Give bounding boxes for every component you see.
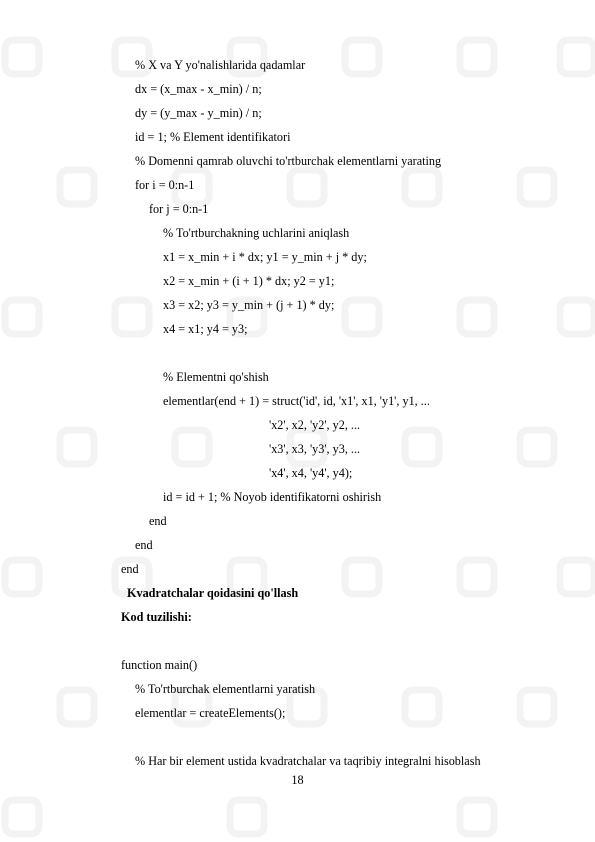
code-line: elementlar = createElements(); <box>135 706 286 720</box>
code-line: 'x2', x2, 'y2', y2, ... <box>269 418 361 432</box>
code-line: x3 = x2; y3 = y_min + (j + 1) * dy; <box>163 298 335 312</box>
page-number: 18 <box>291 773 304 787</box>
code-line: x1 = x_min + i * dx; y1 = y_min + j * dy; <box>163 250 367 264</box>
code-line: 'x4', x4, 'y4', y4); <box>269 466 353 480</box>
code-line: end <box>149 514 167 528</box>
code-comment: % Har bir element ustida kvadratchalar va taqribiy integralni hisoblash <box>135 754 481 768</box>
code-line: elementlar(end + 1) = struct('id', id, 'x1', x1, 'y1', y1, ... <box>163 394 430 408</box>
code-line: for j = 0:n-1 <box>149 202 209 216</box>
code-line: id = 1; % Element identifikatori <box>135 130 291 144</box>
code-line: for i = 0:n-1 <box>135 178 195 192</box>
code-comment: % To'rtburchak elementlarni yaratish <box>135 682 316 696</box>
code-comment: % Domenni qamrab oluvchi to'rtburchak elementlarni yarating <box>135 154 442 168</box>
code-line: x2 = x_min + (i + 1) * dx; y2 = y1; <box>163 274 335 288</box>
code-comment: % To'rtburchakning uchlarini aniqlash <box>163 226 350 240</box>
code-line: dy = (y_max - y_min) / n; <box>135 106 262 120</box>
section-heading: Kvadratchalar qoidasini qo'llash <box>127 586 299 600</box>
code-line: end <box>121 562 139 576</box>
code-line: end <box>135 538 153 552</box>
code-comment: % Elementni qo'shish <box>163 370 269 384</box>
code-line: 'x3', x3, 'y3', y3, ... <box>269 442 361 456</box>
code-line: dx = (x_max - x_min) / n; <box>135 82 262 96</box>
code-line: function main() <box>121 658 198 672</box>
code-line: id = id + 1; % Noyob identifikatorni oshirish <box>163 490 382 504</box>
subsection-heading: Kod tuzilishi: <box>121 610 192 624</box>
code-comment: % X va Y yo'nalishlarida qadamlar <box>135 58 306 72</box>
code-line: x4 = x1; y4 = y3; <box>163 322 248 336</box>
